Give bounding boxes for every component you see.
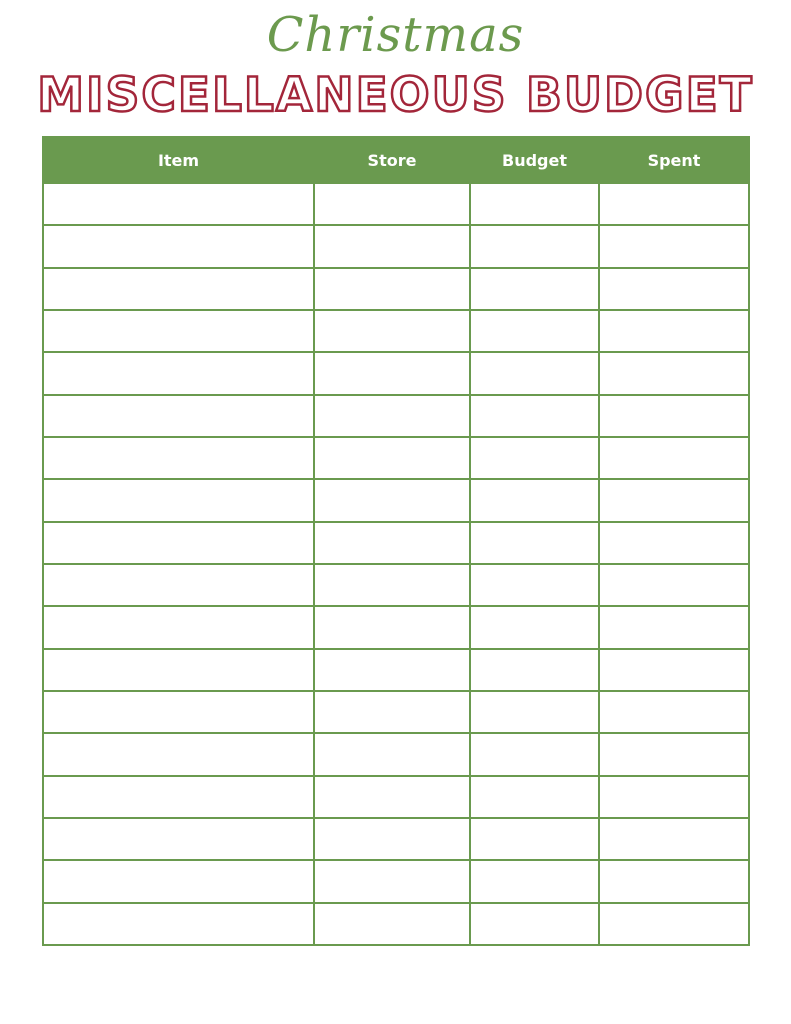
budget-cell[interactable]	[470, 522, 599, 564]
page-title: MISCELLANEOUS BUDGET	[37, 68, 754, 123]
item-cell[interactable]	[43, 225, 314, 267]
store-cell[interactable]	[314, 606, 470, 648]
store-cell[interactable]	[314, 564, 470, 606]
table-row	[43, 691, 749, 733]
item-cell[interactable]	[43, 776, 314, 818]
budget-cell[interactable]	[470, 818, 599, 860]
store-cell[interactable]	[314, 649, 470, 691]
item-cell[interactable]	[43, 310, 314, 352]
store-cell[interactable]	[314, 733, 470, 775]
budget-cell[interactable]	[470, 691, 599, 733]
budget-cell[interactable]	[470, 395, 599, 437]
spent-cell[interactable]	[599, 733, 749, 775]
item-cell[interactable]	[43, 818, 314, 860]
store-cell[interactable]	[314, 691, 470, 733]
store-cell[interactable]	[314, 310, 470, 352]
item-cell[interactable]	[43, 860, 314, 902]
table-row	[43, 352, 749, 394]
spent-cell[interactable]	[599, 183, 749, 225]
spent-cell[interactable]	[599, 903, 749, 945]
store-cell[interactable]	[314, 818, 470, 860]
table-row	[43, 310, 749, 352]
spent-cell[interactable]	[599, 606, 749, 648]
table-row	[43, 818, 749, 860]
item-cell[interactable]	[43, 649, 314, 691]
store-cell[interactable]	[314, 860, 470, 902]
budget-cell[interactable]	[470, 183, 599, 225]
column-header-store: Store	[314, 137, 470, 183]
store-cell[interactable]	[314, 395, 470, 437]
store-cell[interactable]	[314, 225, 470, 267]
header-row	[43, 137, 749, 183]
spent-cell[interactable]	[599, 395, 749, 437]
spent-cell[interactable]	[599, 860, 749, 902]
table-row	[43, 183, 749, 225]
script-title: Christmas	[266, 7, 525, 63]
spent-cell[interactable]	[599, 649, 749, 691]
budget-table	[42, 136, 750, 946]
column-header-item: Item	[43, 137, 314, 183]
store-cell[interactable]	[314, 522, 470, 564]
table-row	[43, 522, 749, 564]
store-cell[interactable]	[314, 479, 470, 521]
spent-cell[interactable]	[599, 691, 749, 733]
item-cell[interactable]	[43, 691, 314, 733]
budget-cell[interactable]	[470, 606, 599, 648]
budget-cell[interactable]	[470, 437, 599, 479]
spent-cell[interactable]	[599, 352, 749, 394]
spent-cell[interactable]	[599, 225, 749, 267]
table-row	[43, 776, 749, 818]
item-cell[interactable]	[43, 268, 314, 310]
item-cell[interactable]	[43, 606, 314, 648]
spent-cell[interactable]	[599, 310, 749, 352]
budget-cell[interactable]	[470, 564, 599, 606]
store-cell[interactable]	[314, 268, 470, 310]
budget-cell[interactable]	[470, 479, 599, 521]
table-row	[43, 606, 749, 648]
item-cell[interactable]	[43, 903, 314, 945]
table-row	[43, 437, 749, 479]
table-header	[43, 137, 749, 183]
spent-cell[interactable]	[599, 479, 749, 521]
item-cell[interactable]	[43, 395, 314, 437]
item-cell[interactable]	[43, 733, 314, 775]
item-cell[interactable]	[43, 522, 314, 564]
column-header-budget: Budget	[470, 137, 599, 183]
spent-cell[interactable]	[599, 564, 749, 606]
budget-cell[interactable]	[470, 649, 599, 691]
spent-cell[interactable]	[599, 818, 749, 860]
spent-cell[interactable]	[599, 522, 749, 564]
table-row	[43, 395, 749, 437]
budget-cell[interactable]	[470, 776, 599, 818]
item-cell[interactable]	[43, 437, 314, 479]
store-cell[interactable]	[314, 903, 470, 945]
table-row	[43, 860, 749, 902]
item-cell[interactable]	[43, 352, 314, 394]
table-row	[43, 225, 749, 267]
spent-cell[interactable]	[599, 268, 749, 310]
budget-cell[interactable]	[470, 268, 599, 310]
table-row	[43, 479, 749, 521]
budget-cell[interactable]	[470, 352, 599, 394]
table-body	[43, 183, 749, 945]
item-cell[interactable]	[43, 183, 314, 225]
store-cell[interactable]	[314, 776, 470, 818]
table-row	[43, 903, 749, 945]
table-row	[43, 733, 749, 775]
budget-cell[interactable]	[470, 860, 599, 902]
budget-cell[interactable]	[470, 903, 599, 945]
item-cell[interactable]	[43, 479, 314, 521]
store-cell[interactable]	[314, 183, 470, 225]
item-cell[interactable]	[43, 564, 314, 606]
table-row	[43, 564, 749, 606]
store-cell[interactable]	[314, 437, 470, 479]
table-row	[43, 268, 749, 310]
spent-cell[interactable]	[599, 776, 749, 818]
budget-cell[interactable]	[470, 310, 599, 352]
budget-cell[interactable]	[470, 225, 599, 267]
store-cell[interactable]	[314, 352, 470, 394]
budget-cell[interactable]	[470, 733, 599, 775]
spent-cell[interactable]	[599, 437, 749, 479]
table-row	[43, 649, 749, 691]
column-header-spent: Spent	[599, 137, 749, 183]
